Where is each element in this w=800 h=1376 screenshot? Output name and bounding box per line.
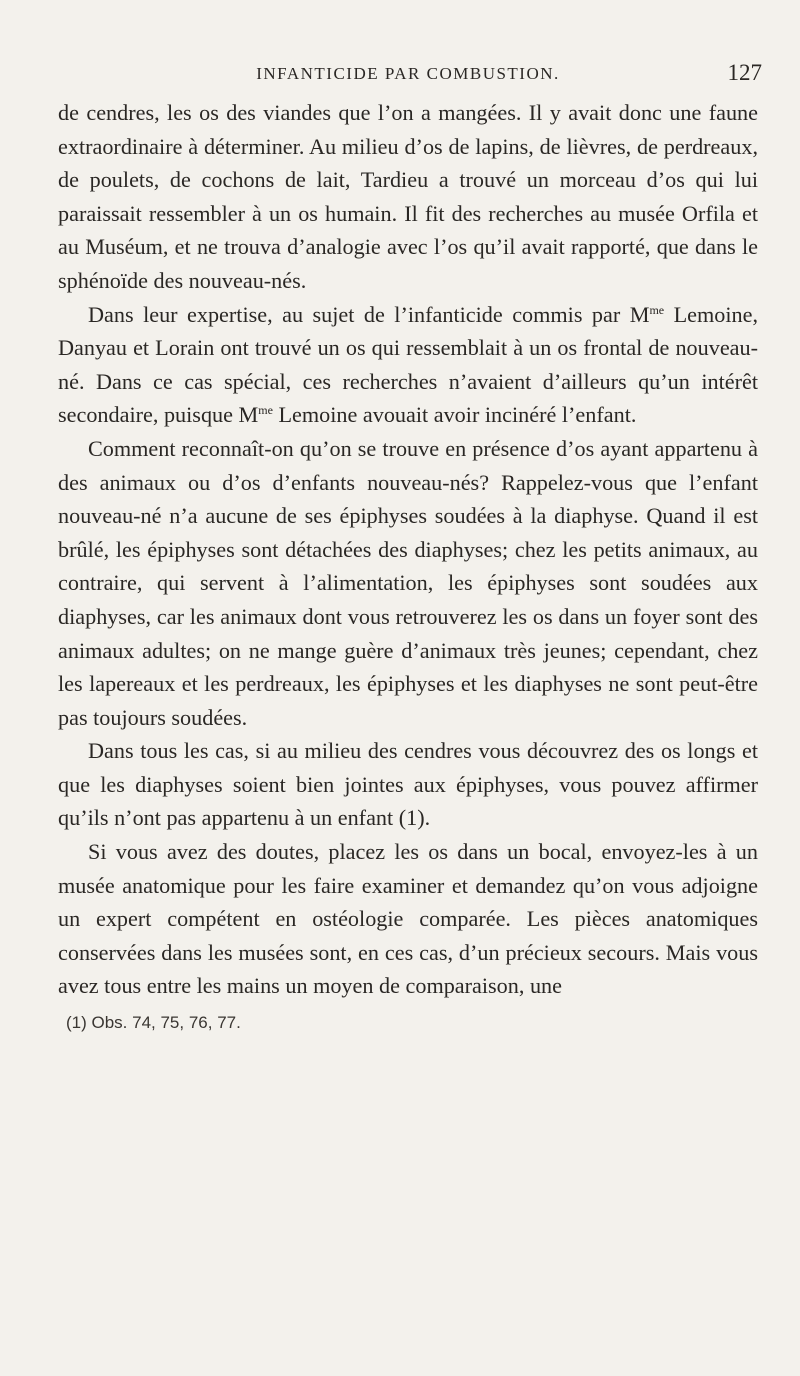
paragraph-2-part-c: Lemoine avouait avoir incinéré l’enfant. <box>272 402 637 428</box>
paragraph-2 <box>58 298 758 432</box>
paragraph-2-part-b: Lemoine, Danyau et Lorain ont trouvé un os qui ressemblait à un os frontal de nouveau-né. Dans ce cas spécial, ces recherches n’avaient d’ailleurs qu’un intérêt secondaire, puisque M <box>58 301 758 428</box>
paragraph-5: Si vous avez des doutes, placez les os dans un bocal, envoyez-les à un musée anatomique pour les faire examiner et demandez qu’on vous adjoigne un expert compétent en ostéologie comparée. Les pièces anatomiques conservées dans les musées sont, en ces cas, d’un précieux secours. Mais vous avez tous entre les mains un moyen de comparaison, une <box>58 839 758 999</box>
superscript-me: me <box>649 302 665 317</box>
paragraph-4: Dans tous les cas, si au milieu des cendres vous découvrez des os longs et que les diaphyses soient bien jointes aux épiphyses, vous pouvez affirmer qu’ils n’ont pas appartenu à un enfant (1). <box>58 738 758 831</box>
footnote: (1) Obs. 74, 75, 76, 77. <box>66 1013 241 1033</box>
book-page <box>58 60 762 1033</box>
paragraph-1: de cendres, les os des viandes que l’on a mangées. Il y avait donc une faune extraordinaire à déterminer. Au milieu d’os de lapins, de lièvres, de perdreaux, de poulets, de cochons de lait, Tardieu a trouvé un morceau d’os qui lui paraissait ressembler à un os humain. Il fit des recherches au musée Orfila et au Muséum, et ne trouva d’analogie avec l’os qu’il avait rapporté, que dans le sphénoïde des nouveau-nés. <box>58 100 758 293</box>
running-title: INFANTICIDE PAR COMBUSTION. <box>256 64 560 83</box>
page-number: 127 <box>727 60 762 85</box>
paragraph-2-part-a: Dans leur expertise, au sujet de l’infanticide commis par M <box>88 301 650 327</box>
paragraph-3: Comment reconnaît-on qu’on se trouve en présence d’os ayant appartenu à des animaux ou d’os d’enfants nouveau-nés? Rappelez-vous que l’enfant nouveau-né n’a aucune de ses épiphyses soudées à la diaphyse. Quand il est brûlé, les épiphyses sont détachées des diaphyses; chez les petits animaux, au contraire, qui servent à l’alimentation, les épiphyses sont soudées aux diaphyses, car les animaux dont vous retrouverez les os dans un foyer sont des animaux adultes; on ne mange guère d’animaux très jeunes; cependant, chez les lapereaux et les perdreaux, les épiphyses et les diaphyses ne sont peut-être pas toujours soudées. <box>58 435 758 730</box>
superscript-me: me <box>258 403 273 418</box>
running-head <box>58 60 762 96</box>
body-text <box>58 96 758 1003</box>
